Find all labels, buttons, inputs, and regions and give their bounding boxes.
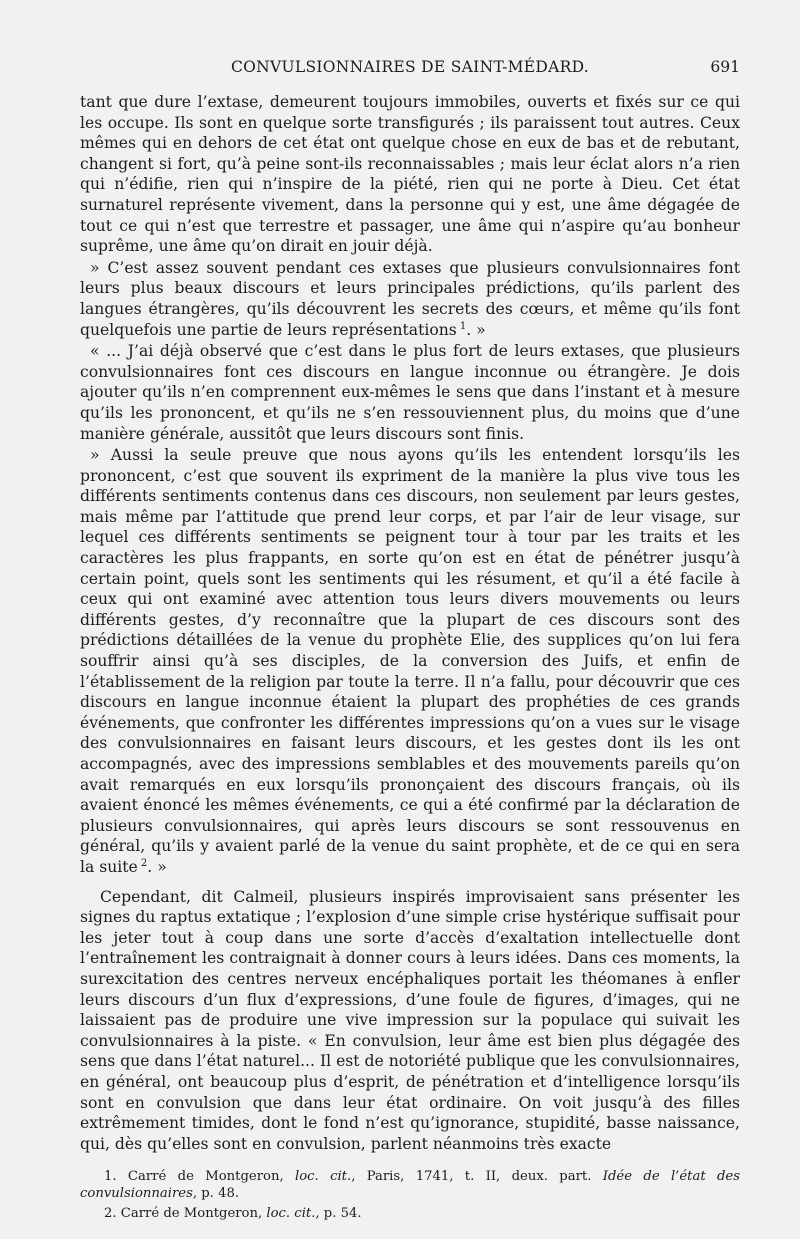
body-text: [80, 92, 740, 1154]
paragraph: tant que dure l’extase, demeurent toujours immobiles, ouverts et fixés sur ce qui les occupe. Ils sont en quelque sorte transfigurés ; ils paraissent tout autres. Ceux mêmes qui en dehors de cet état ont quelque chose en eux de bas et de rebutant, changent si fort, qu’à peine sont-ils reconnaissables ; mais leur éclat alors n’a rien qui n’édifie, rien qui n’inspire de la piété, rien qui ne porte à Dieu. Cet état surnaturel représente vivement, dans la personne qui y est, une âme dégagée de tout ce qui n’est que terrestre et passager, une âme qui n’aspire qu’au bonheur suprême, une âme qu’on dirait en jouir déjà.: [80, 93, 740, 256]
footnote-separator: [80, 1160, 740, 1168]
book-page: [80, 52, 740, 1222]
paragraph: » Aussi la seule preuve que nous ayons qu’ils les entendent lorsqu’ils les prononcent, c’est que souvent ils expriment de la manière la plus vive tous les différents sentiments contenus dans ces discours, non seulement par leurs gestes, mais même par l’attitude que prend leur corps, et par l’air de leur visage, sur lequel ces différents sentiments se peignent tour à tour par les traits et les caractères les plus frappants, en sorte qu’on est en état de pénétrer jusqu’à certain point, quels sont les sentiments qui les résument, et qu’il a été facile à ceux qui ont examiné avec attention tous leurs divers mouvements ou leurs différents gestes, d’y reconnaître que la plupart de ces discours sont des prédictions détaillées de la venue du prophète Elie, des supplices qu’on lui fera souffrir ainsi qu’à ses disciples, de la conversion des Juifs, et enfin de l’établissement de la religion par toute la terre. Il n’a fallu, pour découvrir que ces discours en langue inconnue étaient la plupart des prophéties de ces grands événements, que confronter les différentes impressions qu’on a vues sur le visage des convulsionnaires en faisant leurs discours, et les gestes dont ils les ont accompagnés, avec des impressions semblables et des mouvements pareils qu’on avait remarqués en eux lorsqu’ils prononçaient des discours français, où ils avaient énoncé les mêmes événements, ce qui a été confirmé par la déclaration de plusieurs convulsionnaires, qui après leurs discours se sont ressouvenus en général, qu’ils y avaient parlé de la venue du saint prophète, et de ce qui en sera la suite $^2$. »: [80, 446, 740, 876]
page-number: 691: [710, 58, 740, 76]
footnotes: [80, 1168, 740, 1222]
running-title: CONVULSIONNAIRES DE SAINT-MÉDARD.: [230, 58, 590, 76]
page-header: [80, 52, 740, 92]
paragraph: « ... J’ai déjà observé que c’est dans le plus fort de leurs extases, que plusieurs convulsionnaires font ces discours en langue inconnue ou étrangère. Je dois ajouter qu’ils n’en comprennent eux-mêmes le sens que dans l’instant et à mesure qu’ils les prononcent, et qu’ils ne s’en ressouviennent plus, du moins que d’une manière générale, aussitôt que leurs discours sont finis.: [80, 342, 740, 443]
paragraph: » C’est assez souvent pendant ces extases que plusieurs convulsionnaires font leurs plus beaux discours et leurs principales prédictions, qu’ils parlent des langues étrangères, qu’ils découvrent les secrets des cœurs, et même qu’ils font quelquefois une partie de leurs représentations $^1$. »: [80, 258, 740, 339]
paragraph: Cependant, dit Calmeil, plusieurs inspirés improvisaient sans présenter les signes du raptus extatique ; l’explosion d’une simple crise hystérique suffisait pour les jeter tout à coup dans une sorte d’accès d’exaltation intellectuelle dont l’entraînement les contraignait à donner cours à leurs idées. Dans ces moments, la surexcitation des centres nerveux encéphaliques portait les théomanes à enfler leurs discours d’un flux d’expressions, d’une foule de figures, d’images, qui ne laissaient pas de produire une vive impression sur la populace qui suivait les convulsionnaires à la piste. « En convulsion, leur âme est bien plus dégagée des sens que dans l’état naturel... Il est de notoriété publique que les convulsionnaires, en général, ont beaucoup plus d’esprit, de pénétration et d’intelligence lorsqu’ils sont en convulsion que dans leur état ordinaire. On voit jusqu’à des filles extrêmement timides, dont le fond n’est qu’ignorance, stupidité, basse naissance, qui, dès qu’elles sont en convulsion, parlent néanmoins très exacte: [80, 887, 740, 1153]
footnote: 2. Carré de Montgeron, loc. cit., p. 54.: [104, 1206, 362, 1222]
footnote-ref: 1: [459, 320, 467, 332]
footnote-ref: 2: [140, 857, 148, 869]
footnote: 1. Carré de Montgeron, loc. cit., Paris, 1741, t. II, deux. part. Idée de l’état des convulsionnaires, p. 48.: [80, 1169, 741, 1202]
